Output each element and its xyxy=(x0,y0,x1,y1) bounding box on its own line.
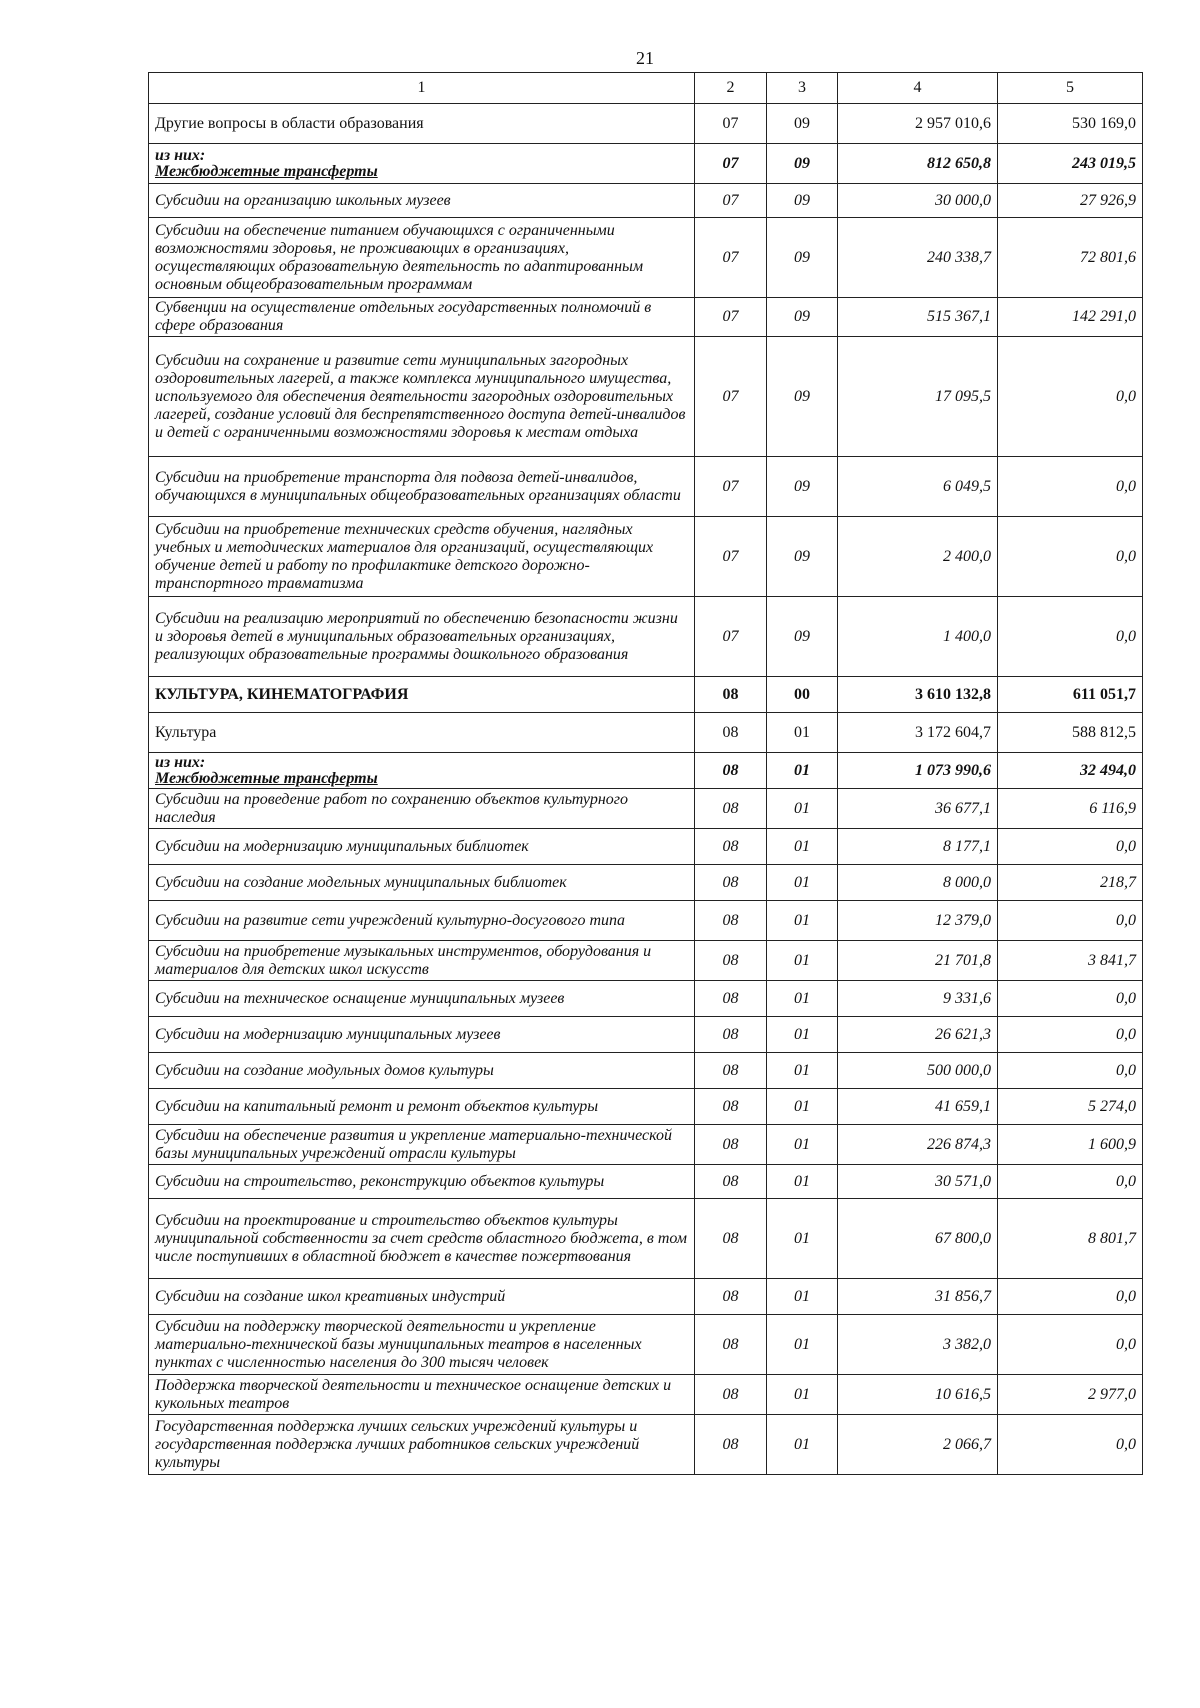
section-code: 08 xyxy=(695,677,767,713)
row-name: Субсидии на создание школ креативных индустрий xyxy=(149,1279,695,1315)
section-code: 07 xyxy=(695,184,767,218)
amount-col-5: 0,0 xyxy=(998,517,1143,597)
row-name: Субсидии на приобретение транспорта для подвоза детей-инвалидов, обучающихся в муниципальных общеобразовательных организациях области xyxy=(149,457,695,517)
row-name: Субсидии на развитие сети учреждений культурно-досугового типа xyxy=(149,901,695,941)
subsection-code: 01 xyxy=(767,941,838,981)
table-row xyxy=(149,789,1143,829)
amount-col-5: 218,7 xyxy=(998,865,1143,901)
amount-col-5: 0,0 xyxy=(998,1315,1143,1375)
row-name: Культура xyxy=(149,713,695,753)
section-code: 08 xyxy=(695,1089,767,1125)
section-code: 08 xyxy=(695,1053,767,1089)
subsection-code: 01 xyxy=(767,1089,838,1125)
table-row xyxy=(149,1375,1143,1415)
subsection-code: 01 xyxy=(767,1053,838,1089)
subsection-code: 01 xyxy=(767,789,838,829)
table-row xyxy=(149,901,1143,941)
row-name: Субсидии на реализацию мероприятий по обеспечению безопасности жизни и здоровья детей в муниципальных образовательных организациях, реализующих образовательные программы дошкольного образования xyxy=(149,597,695,677)
row-name: Субсидии на проведение работ по сохранению объектов культурного наследия xyxy=(149,789,695,829)
amount-col-5: 0,0 xyxy=(998,1279,1143,1315)
subsection-code: 01 xyxy=(767,1125,838,1165)
section-code: 08 xyxy=(695,1165,767,1199)
table-row xyxy=(149,1415,1143,1475)
table-row xyxy=(149,337,1143,457)
row-name: Субсидии на создание модульных домов культуры xyxy=(149,1053,695,1089)
subsection-code: 01 xyxy=(767,865,838,901)
table-row xyxy=(149,1053,1143,1089)
row-name: Субсидии на капитальный ремонт и ремонт объектов культуры xyxy=(149,1089,695,1125)
section-code: 08 xyxy=(695,713,767,753)
amount-col-4: 8 177,1 xyxy=(838,829,998,865)
amount-col-5: 0,0 xyxy=(998,829,1143,865)
section-code: 07 xyxy=(695,517,767,597)
row-name: Субвенции на осуществление отдельных государственных полномочий в сфере образования xyxy=(149,298,695,337)
row-name: Субсидии на поддержку творческой деятельности и укрепление материально-технической базы муниципальных театров в населенных пунктах с численностью населения до 300 тысяч человек xyxy=(149,1315,695,1375)
section-code: 08 xyxy=(695,865,767,901)
amount-col-5: 611 051,7 xyxy=(998,677,1143,713)
subsection-code: 01 xyxy=(767,981,838,1017)
amount-col-4: 31 856,7 xyxy=(838,1279,998,1315)
table-row xyxy=(149,1199,1143,1279)
section-code: 07 xyxy=(695,337,767,457)
amount-col-5: 0,0 xyxy=(998,1415,1143,1475)
subsection-code: 01 xyxy=(767,753,838,789)
amount-col-4: 30 000,0 xyxy=(838,184,998,218)
amount-col-5: 588 812,5 xyxy=(998,713,1143,753)
amount-col-4: 2 957 010,6 xyxy=(838,104,998,144)
amount-col-4: 812 650,8 xyxy=(838,144,998,184)
row-name: Субсидии на сохранение и развитие сети муниципальных загородных оздоровительных лагерей, а также комплекса муниципального имущества, используемого для обеспечения деятельности загородных оздоровительных лагерей, создание условий для беспрепятственного доступа детей-инвалидов и детей с ограниченными возможностями здоровья к местам отдыха xyxy=(149,337,695,457)
section-code: 08 xyxy=(695,1415,767,1475)
section-code: 07 xyxy=(695,597,767,677)
row-name: Субсидии на обеспечение питанием обучающихся с ограниченными возможностями здоровья, не проживающих в организациях, осуществляющих образовательную деятельность по адаптированным основным общеобразовательным программам xyxy=(149,218,695,298)
subsection-code: 09 xyxy=(767,184,838,218)
subsection-code: 00 xyxy=(767,677,838,713)
amount-col-5: 2 977,0 xyxy=(998,1375,1143,1415)
amount-col-4: 2 066,7 xyxy=(838,1415,998,1475)
row-name: Субсидии на создание модельных муниципальных библиотек xyxy=(149,865,695,901)
section-code: 08 xyxy=(695,1279,767,1315)
table-row xyxy=(149,104,1143,144)
amount-col-4: 2 400,0 xyxy=(838,517,998,597)
section-code: 08 xyxy=(695,1017,767,1053)
amount-col-4: 12 379,0 xyxy=(838,901,998,941)
amount-col-5: 0,0 xyxy=(998,1165,1143,1199)
amount-col-4: 67 800,0 xyxy=(838,1199,998,1279)
subsection-code: 01 xyxy=(767,1279,838,1315)
row-name xyxy=(149,753,695,789)
amount-col-4: 1 073 990,6 xyxy=(838,753,998,789)
amount-col-5: 6 116,9 xyxy=(998,789,1143,829)
subsection-code: 09 xyxy=(767,517,838,597)
table-row xyxy=(149,753,1143,789)
page-number: 21 xyxy=(636,48,654,68)
section-code: 08 xyxy=(695,1375,767,1415)
subsection-code: 01 xyxy=(767,1017,838,1053)
table-row xyxy=(149,1125,1143,1165)
row-name: Поддержка творческой деятельности и техническое оснащение детских и кукольных театров xyxy=(149,1375,695,1415)
amount-col-5: 0,0 xyxy=(998,981,1143,1017)
table-row xyxy=(149,457,1143,517)
row-name xyxy=(149,144,695,184)
subsection-code: 01 xyxy=(767,713,838,753)
amount-col-5: 142 291,0 xyxy=(998,298,1143,337)
table-row xyxy=(149,597,1143,677)
amount-col-4: 10 616,5 xyxy=(838,1375,998,1415)
amount-col-4: 3 382,0 xyxy=(838,1315,998,1375)
amount-col-5: 1 600,9 xyxy=(998,1125,1143,1165)
section-code: 07 xyxy=(695,457,767,517)
header-col-1: 1 xyxy=(149,73,695,104)
table-row xyxy=(149,713,1143,753)
header-col-4: 4 xyxy=(838,73,998,104)
amount-col-4: 26 621,3 xyxy=(838,1017,998,1053)
table-row xyxy=(149,829,1143,865)
table-row xyxy=(149,1315,1143,1375)
subsection-code: 09 xyxy=(767,457,838,517)
amount-col-4: 3 172 604,7 xyxy=(838,713,998,753)
amount-col-4: 8 000,0 xyxy=(838,865,998,901)
subsection-code: 01 xyxy=(767,901,838,941)
subsection-code: 09 xyxy=(767,144,838,184)
amount-col-5: 243 019,5 xyxy=(998,144,1143,184)
amount-col-5: 3 841,7 xyxy=(998,941,1143,981)
section-code: 08 xyxy=(695,1315,767,1375)
amount-col-4: 36 677,1 xyxy=(838,789,998,829)
subsection-code: 09 xyxy=(767,597,838,677)
table-row xyxy=(149,981,1143,1017)
header-row xyxy=(149,73,1143,104)
header-col-3: 3 xyxy=(767,73,838,104)
amount-col-4: 17 095,5 xyxy=(838,337,998,457)
table-row xyxy=(149,517,1143,597)
subsection-code: 01 xyxy=(767,829,838,865)
amount-col-5: 27 926,9 xyxy=(998,184,1143,218)
header-col-2: 2 xyxy=(695,73,767,104)
amount-col-4: 6 049,5 xyxy=(838,457,998,517)
table-row xyxy=(149,941,1143,981)
amount-col-4: 500 000,0 xyxy=(838,1053,998,1089)
header-col-5: 5 xyxy=(998,73,1143,104)
section-code: 08 xyxy=(695,829,767,865)
amount-col-4: 3 610 132,8 xyxy=(838,677,998,713)
subsection-code: 01 xyxy=(767,1315,838,1375)
row-name: Субсидии на приобретение музыкальных инструментов, оборудования и материалов для детских школ искусств xyxy=(149,941,695,981)
amount-col-5: 0,0 xyxy=(998,1017,1143,1053)
amount-col-5: 0,0 xyxy=(998,457,1143,517)
amount-col-4: 240 338,7 xyxy=(838,218,998,298)
row-name: Субсидии на модернизацию муниципальных музеев xyxy=(149,1017,695,1053)
section-code: 07 xyxy=(695,218,767,298)
section-code: 08 xyxy=(695,941,767,981)
budget-table xyxy=(148,72,1143,1475)
subsection-code: 09 xyxy=(767,298,838,337)
row-name: Субсидии на приобретение технических средств обучения, наглядных учебных и методических материалов для организаций, осуществляющих обучение детей и работу по профилактике детского дорожно-транспортного травматизма xyxy=(149,517,695,597)
amount-col-5: 0,0 xyxy=(998,337,1143,457)
row-name: Субсидии на организацию школьных музеев xyxy=(149,184,695,218)
row-name: Другие вопросы в области образования xyxy=(149,104,695,144)
section-code: 08 xyxy=(695,1125,767,1165)
table-row xyxy=(149,144,1143,184)
table-row xyxy=(149,1017,1143,1053)
row-name: Субсидии на техническое оснащение муниципальных музеев xyxy=(149,981,695,1017)
row-name: Субсидии на обеспечение развития и укрепление материально-технической базы муниципальных учреждений отрасли культуры xyxy=(149,1125,695,1165)
row-name: Субсидии на проектирование и строительство объектов культуры муниципальной собственности за счет средств областного бюджета, в том числе поступивших в областной бюджет в качестве пожертвования xyxy=(149,1199,695,1279)
row-name: КУЛЬТУРА, КИНЕМАТОГРАФИЯ xyxy=(149,677,695,713)
table-row xyxy=(149,865,1143,901)
amount-col-4: 41 659,1 xyxy=(838,1089,998,1125)
table-row xyxy=(149,218,1143,298)
table-row xyxy=(149,1279,1143,1315)
amount-col-5: 0,0 xyxy=(998,597,1143,677)
table-row xyxy=(149,677,1143,713)
section-code: 07 xyxy=(695,104,767,144)
section-code: 08 xyxy=(695,901,767,941)
section-code: 08 xyxy=(695,753,767,789)
amount-col-5: 32 494,0 xyxy=(998,753,1143,789)
subsection-code: 01 xyxy=(767,1375,838,1415)
subsection-code: 09 xyxy=(767,218,838,298)
amount-col-5: 0,0 xyxy=(998,1053,1143,1089)
table-row xyxy=(149,184,1143,218)
amount-col-4: 21 701,8 xyxy=(838,941,998,981)
section-code: 08 xyxy=(695,981,767,1017)
row-prefix: из них: xyxy=(155,753,206,771)
amount-col-4: 1 400,0 xyxy=(838,597,998,677)
amount-col-4: 515 367,1 xyxy=(838,298,998,337)
subsection-code: 01 xyxy=(767,1199,838,1279)
section-code: 08 xyxy=(695,1199,767,1279)
amount-col-5: 0,0 xyxy=(998,901,1143,941)
amount-col-5: 5 274,0 xyxy=(998,1089,1143,1125)
amount-col-5: 8 801,7 xyxy=(998,1199,1143,1279)
table-row xyxy=(149,1089,1143,1125)
row-prefix: из них: xyxy=(155,146,206,164)
amount-col-5: 72 801,6 xyxy=(998,218,1143,298)
table-row xyxy=(149,298,1143,337)
row-label: Межбюджетные трансферты xyxy=(155,162,378,180)
section-code: 08 xyxy=(695,789,767,829)
section-code: 07 xyxy=(695,144,767,184)
subsection-code: 09 xyxy=(767,337,838,457)
row-name: Субсидии на модернизацию муниципальных библиотек xyxy=(149,829,695,865)
amount-col-5: 530 169,0 xyxy=(998,104,1143,144)
row-name: Субсидии на строительство, реконструкцию объектов культуры xyxy=(149,1165,695,1199)
subsection-code: 01 xyxy=(767,1165,838,1199)
section-code: 07 xyxy=(695,298,767,337)
subsection-code: 09 xyxy=(767,104,838,144)
amount-col-4: 9 331,6 xyxy=(838,981,998,1017)
amount-col-4: 226 874,3 xyxy=(838,1125,998,1165)
table-row xyxy=(149,1165,1143,1199)
row-name: Государственная поддержка лучших сельских учреждений культуры и государственная поддержка лучших работников сельских учреждений культуры xyxy=(149,1415,695,1475)
subsection-code: 01 xyxy=(767,1415,838,1475)
amount-col-4: 30 571,0 xyxy=(838,1165,998,1199)
row-label: Межбюджетные трансферты xyxy=(155,769,378,787)
